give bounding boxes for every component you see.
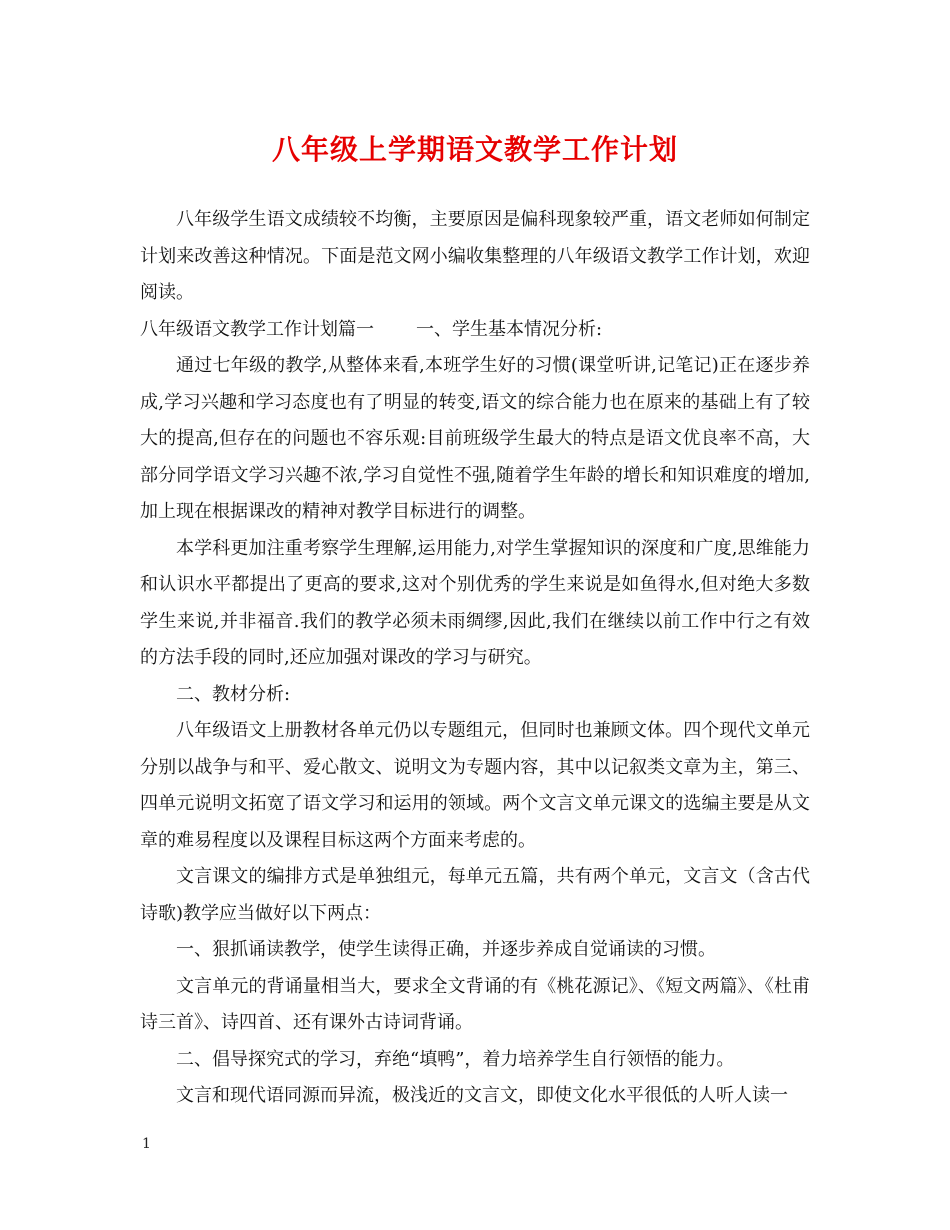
body-paragraph: 八年级语文上册教材各单元仍以专题组元，但同时也兼顾文体。四个现代文单元分别以战争与和平、爱心散文、说明文为专题内容，其中以记叙类文章为主，第三、四单元说明文拓宽了语文学习和运用的领域。两个文言文单元课文的选编主要是从文章的难易程度以及课程目标这两个方面来考虑的。	[140, 720, 810, 851]
body-paragraph: 文言单元的背诵量相当大，要求全文背诵的有《桃花源记》、《短文两篇》、《杜甫诗三首》、诗四首、还有课外古诗词背诵。	[140, 975, 810, 1033]
body-paragraph: 二、倡导探究式的学习，弃绝“填鸭”，着力培养学生自行领悟的能力。	[176, 1048, 735, 1070]
document-body	[140, 202, 810, 1115]
body-paragraph: 通过七年级的教学,从整体来看,本班学生好的习惯(课堂听讲,记笔记)正在逐步养成,学习兴趣和学习态度也有了明显的转变,语文的综合能力也在原来的基础上有了较大的提高,但存在的问题也不容乐观:目前班级学生最大的特点是语文优良率不高，大部分同学语文学习兴趣不浓,学习自觉性不强,随着学生年龄的增长和知识难度的增加,加上现在根据课改的精神对教学目标进行的调整。	[140, 355, 810, 522]
page-number: 1	[142, 1136, 151, 1152]
body-paragraph: 文言课文的编排方式是单独组元，每单元五篇，共有两个单元，文言文（含古代诗歌)教学应当做好以下两点：	[140, 866, 810, 924]
body-paragraph: 一、狠抓诵读教学，使学生读得正确，并逐步养成自觉诵读的习惯。	[176, 939, 716, 960]
document-title: 八年级上学期语文教学工作计划	[271, 133, 678, 166]
intro-paragraph: 八年级学生语文成绩较不均衡，主要原因是偏科现象较严重，语文老师如何制定计划来改善这种情况。下面是范文网小编收集整理的八年级语文教学工作计划，欢迎阅读。	[140, 209, 810, 303]
section-subheading: 一、学生基本情况分析:	[416, 318, 603, 340]
body-paragraph: 本学科更加注重考察学生理解,运用能力,对学生掌握知识的深度和广度,思维能力和认识水平都提出了更高的要求,这对个别优秀的学生来说是如鱼得水,但对绝大多数学生来说,并非福音.我们的教学必须未雨绸缪,因此,我们在继续以前工作中行之有效的方法手段的同时,还应加强对课改的学习与研究。	[140, 537, 810, 668]
section-heading-line	[140, 312, 810, 349]
section-heading: 二、教材分析:	[176, 683, 291, 705]
body-paragraph: 文言和现代语同源而异流，极浅近的文言文，即使文化水平很低的人听人读一	[176, 1085, 788, 1106]
section-title: 八年级语文教学工作计划篇一	[140, 318, 374, 340]
